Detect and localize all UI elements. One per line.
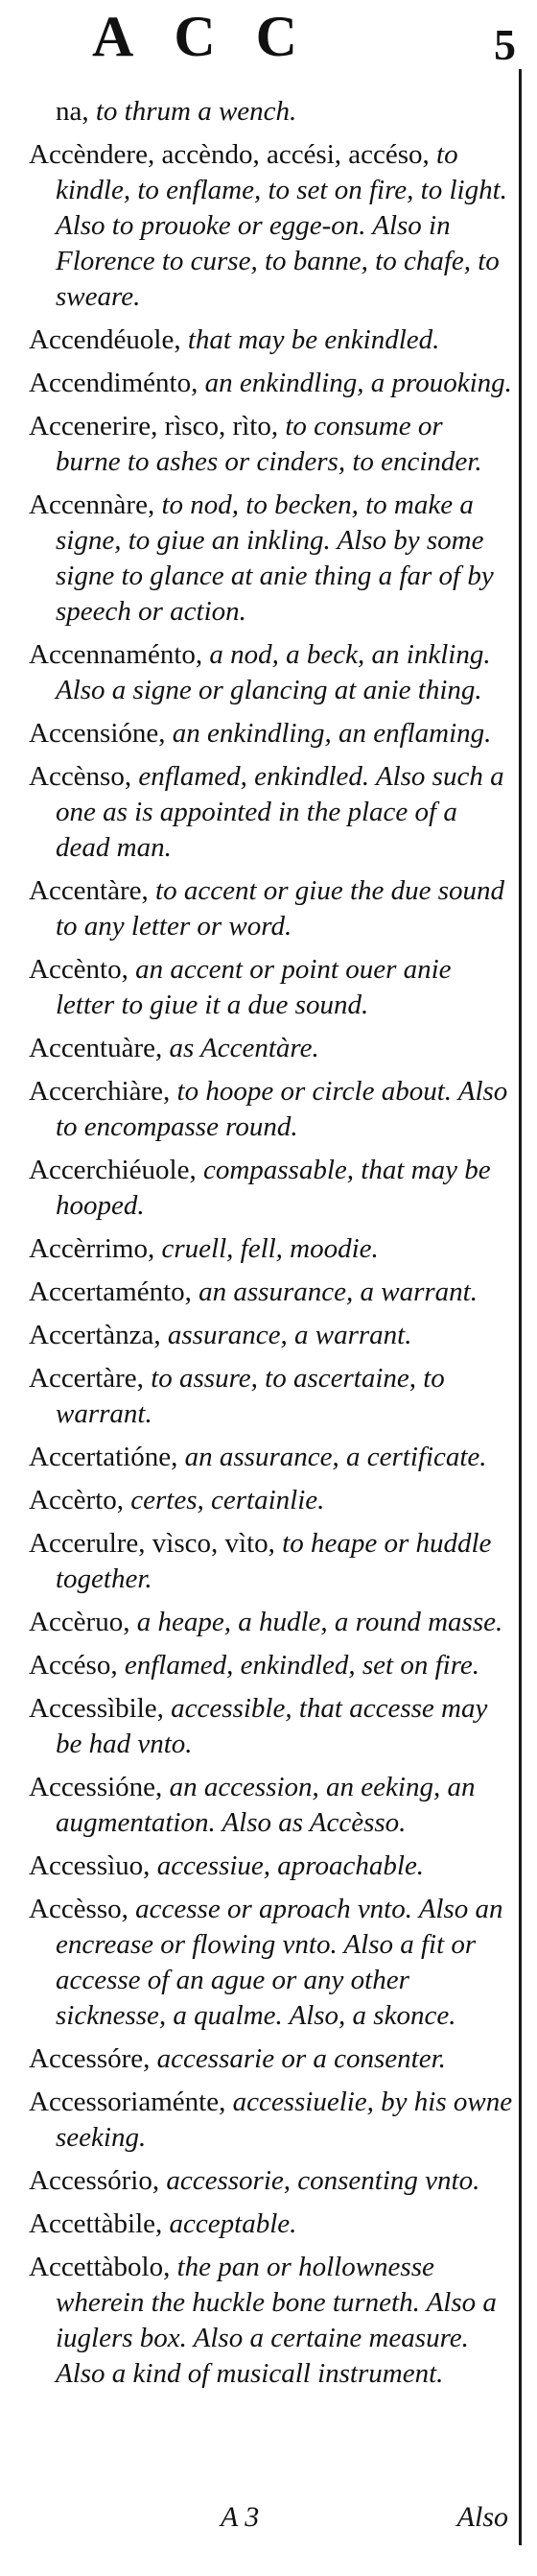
entry-definition: a nod, a beck, an inkling. Also a signe or glancing at anie thing. bbox=[56, 639, 491, 705]
entry-headword: Accènto, bbox=[29, 954, 128, 985]
entry-headword: Accendiménto, bbox=[29, 368, 198, 398]
dictionary-entry bbox=[29, 1231, 514, 1267]
entry-headword: Accèndere, accèndo, accési, accéso, bbox=[29, 139, 430, 170]
entry-headword: Accertàre, bbox=[29, 1363, 144, 1394]
entry-headword: Accenerire, rìsco, rìto, bbox=[29, 411, 279, 441]
entry-definition: accesse or aproach vnto. Also an encrease or flowing vnto. Also a fit or accesse of an ague or any other sicknesse, a qualme. Also, a skonce. bbox=[56, 1894, 503, 2031]
entry-headword: Accennaménto, bbox=[29, 639, 203, 670]
signature-mark: A 3 bbox=[221, 2501, 260, 2533]
dictionary-entry bbox=[29, 137, 514, 315]
entry-definition: to nod, to becken, to make a signe, to giue an inkling. Also by some signe to glance at anie thing a far of by speech or action. bbox=[56, 489, 494, 627]
dictionary-entry bbox=[29, 1770, 514, 1841]
dictionary-entry bbox=[29, 1648, 514, 1683]
entry-definition: accessiue, aproachable. bbox=[150, 1850, 425, 1881]
entry-headword: Accentuàre, bbox=[29, 1033, 163, 1063]
dictionary-entry bbox=[29, 637, 514, 708]
entry-headword: Accèrrimo, bbox=[29, 1233, 155, 1264]
dictionary-entry bbox=[29, 1849, 514, 1884]
dictionary-entry bbox=[29, 1031, 514, 1066]
entry-headword: Accèruo, bbox=[29, 1607, 130, 1637]
dictionary-entry bbox=[29, 1483, 514, 1518]
entry-definition: acceptable. bbox=[162, 2208, 297, 2239]
dictionary-entry bbox=[29, 322, 514, 358]
entry-definition: to accent or giue the due sound to any letter or word. bbox=[56, 875, 505, 942]
page-header bbox=[0, 0, 537, 67]
dictionary-entry bbox=[29, 2041, 514, 2077]
dictionary-entry bbox=[29, 2163, 514, 2199]
dictionary-entry bbox=[29, 1153, 514, 1224]
entry-definition: an assurance, a warrant. bbox=[191, 1276, 478, 1307]
page-footer bbox=[29, 2501, 508, 2549]
dictionary-entry bbox=[29, 952, 514, 1023]
dictionary-entry bbox=[29, 759, 514, 866]
dictionary-entry bbox=[29, 1605, 514, 1640]
entry-definition: accessiuelie, by his owne seeking. bbox=[56, 2087, 513, 2153]
entry-definition: a heape, a hudle, a round masse. bbox=[129, 1607, 503, 1637]
entry-headword: na, bbox=[56, 96, 89, 127]
continued-entry bbox=[29, 94, 514, 130]
entry-definition: to consume or burne to ashes or cinders, to encinder. bbox=[56, 411, 482, 477]
entry-definition: to kindle, to enflame, to set on fire, to light. Also to prouoke or egge-on. Also in Florence to curse, to banne, to chafe, to sweare. bbox=[56, 139, 507, 312]
entry-headword: Accennàre, bbox=[29, 489, 155, 520]
entry-definition: assurance, a warrant. bbox=[160, 1320, 412, 1350]
entry-definition: an accession, an eeking, an augmentation. Also as Accèsso. bbox=[56, 1772, 476, 1838]
entry-definition: enflamed, enkindled. Also such a one as is appointed in the place of a dead man. bbox=[56, 761, 504, 863]
column-rule bbox=[519, 69, 522, 2545]
entry-headword: Accessìbile, bbox=[29, 1693, 164, 1724]
dictionary-entry bbox=[29, 366, 514, 401]
dictionary-entry bbox=[29, 1691, 514, 1762]
entry-headword: Accèsso, bbox=[29, 1894, 128, 1924]
dictionary-entry bbox=[29, 1892, 514, 2034]
entry-definition: to assure, to ascertaine, to warrant. bbox=[56, 1363, 445, 1429]
page-number: 5 bbox=[494, 20, 516, 69]
entries-column bbox=[29, 94, 514, 2399]
entry-definition: certes, certainlie. bbox=[124, 1485, 325, 1515]
entry-headword: Accettàbile, bbox=[29, 2208, 163, 2239]
entry-definition: to hoope or circle about. Also to encompasse round. bbox=[56, 1076, 508, 1142]
entry-headword: Accentàre, bbox=[29, 875, 149, 906]
dictionary-entry bbox=[29, 1526, 514, 1597]
entry-definition: an enkindling, an enflaming. bbox=[165, 718, 492, 749]
entry-definition: an enkindling, a prouoking. bbox=[198, 368, 512, 398]
entry-headword: Accensióne, bbox=[29, 718, 166, 749]
entry-headword: Accèrto, bbox=[29, 1485, 125, 1515]
entry-headword: Accertànza, bbox=[29, 1320, 161, 1350]
entry-headword: Accessoriaménte, bbox=[29, 2087, 226, 2117]
dictionary-entry bbox=[29, 2085, 514, 2156]
dictionary-entry bbox=[29, 873, 514, 944]
dictionary-entry bbox=[29, 1440, 514, 1475]
entry-headword: Accerchiàre, bbox=[29, 1076, 171, 1107]
catchword: Also bbox=[456, 2501, 508, 2533]
entry-definition: accessorie, consenting vnto. bbox=[159, 2165, 480, 2196]
running-head: ACC bbox=[92, 5, 338, 68]
entry-definition: as Accentàre. bbox=[162, 1033, 319, 1063]
entries-list bbox=[29, 137, 514, 2392]
entry-definition: the pan or hollownesse wherein the huckle bone turneth. Also a iuglers box. Also a certaine measure. Also a kind of musicall instrument. bbox=[56, 2252, 497, 2389]
entry-headword: Accendéuole, bbox=[29, 324, 181, 355]
dictionary-entry bbox=[29, 1361, 514, 1432]
entry-definition: cruell, fell, moodie. bbox=[154, 1233, 379, 1264]
entry-definition: an assurance, a certificate. bbox=[177, 1442, 487, 1472]
entry-headword: Accertatióne, bbox=[29, 1442, 178, 1472]
entry-headword: Accessório, bbox=[29, 2165, 160, 2196]
dictionary-entry bbox=[29, 488, 514, 630]
entry-headword: Accessióne, bbox=[29, 1772, 163, 1802]
dictionary-entry bbox=[29, 1275, 514, 1310]
dictionary-entry bbox=[29, 1318, 514, 1353]
entry-definition: enflamed, enkindled, set on fire. bbox=[117, 1650, 480, 1681]
entry-definition: compassable, that may be hooped. bbox=[56, 1155, 491, 1221]
entry-headword: Accerchiéuole, bbox=[29, 1155, 197, 1185]
entry-definition: that may be enkindled. bbox=[180, 324, 440, 355]
entry-headword: Accéso, bbox=[29, 1650, 118, 1681]
dictionary-entry bbox=[29, 716, 514, 751]
dictionary-entry bbox=[29, 2250, 514, 2392]
dictionary-entry bbox=[29, 1074, 514, 1145]
entry-headword: Accettàbolo, bbox=[29, 2252, 171, 2282]
dictionary-entry bbox=[29, 409, 514, 480]
entry-definition: to heape or huddle together. bbox=[56, 1528, 492, 1594]
entry-definition: accessarie or a consenter. bbox=[150, 2043, 446, 2074]
entry-headword: Accessóre, bbox=[29, 2043, 151, 2074]
entry-headword: Accertaménto, bbox=[29, 1276, 192, 1307]
entry-definition: to thrum a wench. bbox=[88, 96, 297, 127]
entry-headword: Accerulre, vìsco, vìto, bbox=[29, 1528, 275, 1559]
dictionary-entry bbox=[29, 2206, 514, 2242]
entry-definition: accessible, that accesse may be had vnto. bbox=[56, 1693, 488, 1759]
entry-definition: an accent or point ouer anie letter to giue it a due sound. bbox=[56, 954, 452, 1020]
entry-headword: Accessìuo, bbox=[29, 1850, 151, 1881]
entry-headword: Accènso, bbox=[29, 761, 132, 792]
